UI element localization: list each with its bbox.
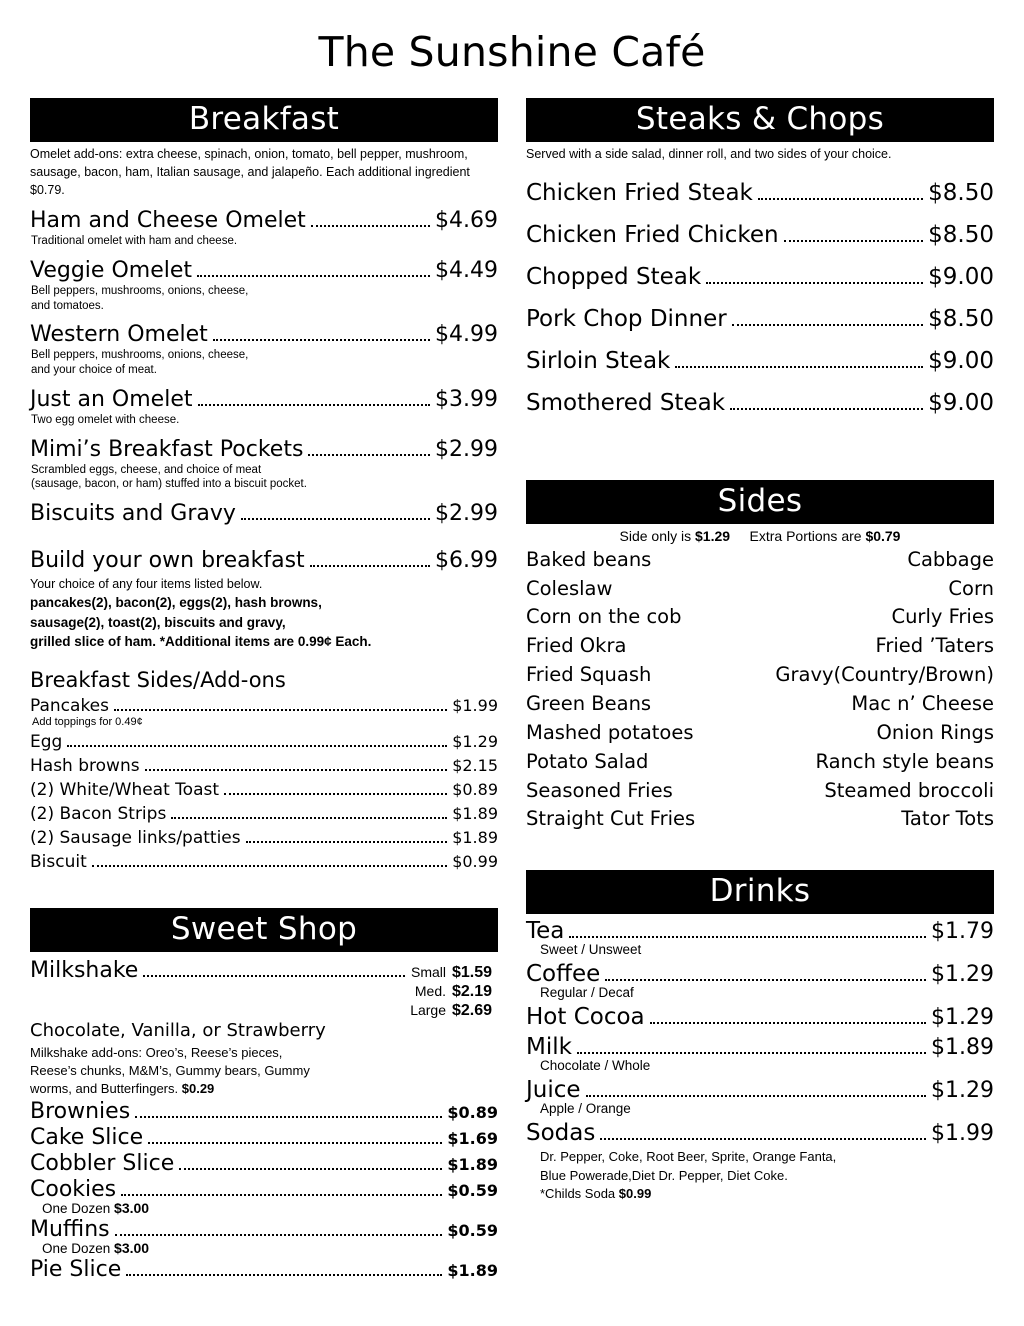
dot-leader	[179, 1168, 442, 1170]
sides-note-right-price: $0.79	[865, 527, 901, 544]
menu-item-price: $8.50	[928, 179, 994, 206]
menu-item-desc-line: Bell peppers, mushrooms, onions, cheese,	[31, 349, 249, 362]
dot-leader	[198, 404, 431, 406]
milkshake-addons-line-3	[30, 1080, 498, 1098]
menu-item-desc-line: Two egg omelet with cheese.	[31, 413, 180, 426]
section-drinks	[526, 870, 994, 1203]
milkshake-size-small	[410, 964, 498, 983]
build-line-4: grilled slice of ham. *Additional items are 0.99¢ Each.	[30, 634, 372, 650]
menu-item-desc	[31, 234, 498, 249]
menu-item-row	[30, 1099, 498, 1124]
milkshake-size-med	[410, 983, 498, 1002]
dot-leader	[114, 709, 447, 711]
menu-item-dozen-price: $3.00	[114, 1240, 150, 1257]
menu-item-row	[30, 696, 498, 716]
build-line-3: sausage(2), toast(2), biscuits and gravy,	[30, 614, 286, 630]
dot-leader	[67, 745, 447, 747]
menu-item-name: Veggie Omelet	[30, 257, 193, 283]
menu-item-name: Biscuit	[30, 851, 87, 872]
menu-item-row	[526, 918, 994, 944]
right-column	[526, 98, 994, 1210]
menu-item-name: Western Omelet	[30, 322, 208, 348]
dot-leader	[600, 1138, 926, 1140]
side-item: Curly Fries	[891, 605, 994, 629]
soda-note-line-3	[540, 1185, 994, 1203]
menu-item-row	[30, 387, 498, 412]
menu-item-row	[30, 1151, 498, 1176]
menu-item-row	[526, 180, 994, 206]
menu-item-price: $1.89	[452, 803, 498, 823]
sides-note-right: Extra Portions are	[749, 527, 866, 544]
menu-item-name: Pancakes	[30, 695, 109, 716]
section-breakfast	[30, 98, 498, 872]
menu-item-row	[526, 390, 994, 416]
menu-item-price: $3.99	[435, 386, 498, 412]
menu-item-name: Ham and Cheese Omelet	[30, 208, 306, 234]
dot-leader	[115, 1234, 443, 1236]
menu-item-desc-line: Scrambled eggs, cheese, and choice of meat	[31, 463, 262, 476]
menu-item-row	[30, 501, 498, 526]
menu-item-price: $0.89	[452, 779, 498, 799]
dot-leader	[308, 454, 430, 456]
menu-item-name: Biscuits and Gravy	[30, 501, 236, 526]
side-item: Potato Salad	[526, 749, 649, 773]
section-sweet-shop	[30, 908, 498, 1282]
sides-column-right	[765, 546, 994, 835]
milkshake-addons	[30, 1044, 498, 1098]
milkshake-flavors: Chocolate, Vanilla, or Strawberry	[30, 1020, 326, 1042]
menu-item-row	[526, 222, 994, 248]
menu-item-price: $4.49	[435, 257, 498, 283]
menu-item-row	[526, 1120, 994, 1146]
menu-item-dozen	[42, 1240, 498, 1256]
breakfast-sides-list	[30, 696, 498, 872]
dot-leader	[311, 225, 430, 227]
dot-leader	[143, 975, 405, 977]
menu-item-row	[30, 322, 498, 347]
soda-note-price: $0.99	[618, 1186, 652, 1202]
menu-item-row	[526, 306, 994, 332]
menu-item-desc-line: and tomatoes.	[31, 299, 104, 312]
dot-leader	[310, 565, 430, 567]
drink-subnote: Regular / Decaf	[540, 985, 634, 1001]
side-item: Green Beans	[526, 692, 652, 716]
menu-item-name: Smothered Steak	[526, 389, 726, 416]
milkshake-size-large-price: $2.69	[452, 1001, 493, 1019]
menu-item-row	[526, 1077, 994, 1103]
menu-item-price: $0.89	[447, 1103, 498, 1123]
side-item: Fried Okra	[526, 634, 627, 658]
left-column	[30, 98, 498, 1288]
menu-item-price: $1.99	[931, 1121, 994, 1147]
build-your-own-desc	[30, 575, 498, 652]
menu-item-price: $9.00	[928, 347, 994, 374]
side-item: Fried ’Taters	[875, 634, 994, 658]
drinks-heading: Drinks	[526, 870, 994, 914]
menu-item-price: $1.29	[931, 1078, 994, 1104]
menu-item-price: $1.29	[931, 962, 994, 988]
menu-item-row	[30, 804, 498, 824]
milkshake-addons-price: $0.29	[181, 1081, 215, 1097]
menu-item-price: $1.89	[931, 1035, 994, 1061]
breakfast-item-list	[30, 208, 498, 526]
menu-item-price: $1.69	[447, 1129, 498, 1149]
section-steaks	[526, 98, 994, 416]
dot-leader	[706, 282, 923, 284]
menu-item-name: (2) Bacon Strips	[30, 803, 167, 824]
side-item: Mac n’ Cheese	[851, 692, 994, 716]
menu-item-price: $1.29	[452, 731, 498, 751]
menu-item-name: Chicken Fried Steak	[526, 179, 753, 206]
menu-item-name: Chopped Steak	[526, 263, 702, 290]
dot-leader	[605, 979, 926, 981]
sides-column-left	[526, 546, 755, 835]
menu-item-price: $4.69	[435, 208, 498, 234]
menu-item-price: $0.59	[447, 1221, 498, 1241]
dot-leader	[246, 841, 448, 843]
menu-item-row	[526, 1034, 994, 1060]
soda-note-line-1: Dr. Pepper, Coke, Root Beer, Sprite, Orange Fanta,	[540, 1149, 837, 1165]
milkshake-size-small-label: Small	[410, 963, 446, 980]
side-item: Baked beans	[526, 547, 652, 571]
side-item: Gravy(Country/Brown)	[775, 663, 994, 687]
milkshake-block	[30, 958, 498, 1098]
menu-item-price: $2.99	[435, 436, 498, 462]
menu-item-row	[526, 348, 994, 374]
menu-item-name: Pie Slice	[30, 1257, 122, 1283]
menu-item-price: $8.50	[928, 221, 994, 248]
side-item: Tator Tots	[901, 807, 994, 831]
menu-item-name: (2) Sausage links/patties	[30, 827, 241, 848]
side-item: Coleslaw	[526, 576, 613, 600]
menu-item-row	[30, 1217, 498, 1242]
dot-leader	[197, 275, 430, 277]
dot-leader	[730, 408, 923, 410]
menu-item-row	[30, 258, 498, 283]
sides-heading: Sides	[526, 480, 994, 524]
side-item: Fried Squash	[526, 663, 652, 687]
side-item: Mashed potatoes	[526, 720, 694, 744]
side-item: Corn	[948, 576, 994, 600]
dot-leader	[675, 366, 923, 368]
side-item: Seasoned Fries	[526, 778, 673, 802]
menu-item-row	[30, 1257, 498, 1282]
menu-item-row	[30, 852, 498, 872]
menu-item-price: $1.29	[931, 1005, 994, 1031]
dot-leader	[224, 793, 447, 795]
sweet-shop-heading: Sweet Shop	[30, 908, 498, 952]
menu-item-row	[30, 732, 498, 752]
side-item: Cabbage	[907, 547, 994, 571]
dot-leader	[650, 1022, 926, 1024]
menu-item-price: $2.15	[452, 755, 498, 775]
steaks-note: Served with a side salad, dinner roll, and two sides of your choice.	[526, 147, 892, 161]
menu-item-row	[30, 208, 498, 233]
build-your-own-price: $6.99	[435, 548, 498, 573]
dot-leader	[148, 1142, 442, 1144]
menu-item-dozen-price: $3.00	[114, 1200, 150, 1217]
menu-item-row	[30, 828, 498, 848]
breakfast-note	[30, 146, 498, 199]
milkshake-addons-line-2: Reese’s chunks, M&M’s, Gummy bears, Gummy	[30, 1063, 310, 1079]
side-item: Corn on the cob	[526, 605, 682, 629]
menu-item-dozen-label: One Dozen	[42, 1241, 115, 1257]
build-your-own-row	[30, 548, 498, 573]
soda-note	[540, 1148, 994, 1203]
menu-item-name: Juice	[526, 1077, 581, 1104]
milkshake-size-large-label: Large	[410, 1001, 446, 1018]
menu-item-price: $9.00	[928, 389, 994, 416]
menu-item-desc-line: (sausage, bacon, or ham) stuffed into a biscuit pocket.	[31, 478, 307, 491]
dot-leader	[784, 240, 924, 242]
menu-item-row	[526, 961, 994, 987]
soda-note-line-2: Blue Powerade,Diet Dr. Pepper, Diet Coke.	[540, 1167, 788, 1183]
menu-item-name: Chicken Fried Chicken	[526, 221, 779, 248]
side-item: Straight Cut Fries	[526, 807, 696, 831]
side-item: Ranch style beans	[815, 749, 994, 773]
menu-item-name: Tea	[526, 918, 565, 945]
menu-item-name: (2) White/Wheat Toast	[30, 779, 220, 800]
dot-leader	[121, 1194, 442, 1196]
menu-item-dozen	[42, 1200, 498, 1216]
menu-item-price: $1.89	[447, 1261, 498, 1281]
menu-item-row	[30, 756, 498, 776]
dot-leader	[577, 1052, 926, 1054]
menu-item-price: $4.99	[435, 322, 498, 348]
milkshake-name: Milkshake	[30, 957, 139, 983]
breakfast-sides-heading: Breakfast Sides/Add-ons	[30, 667, 286, 692]
drinks-item-list	[526, 918, 994, 1146]
steaks-item-list	[526, 180, 994, 416]
drink-subnote: Sweet / Unsweet	[540, 942, 642, 958]
dot-leader	[758, 198, 923, 200]
section-sides	[526, 480, 994, 835]
milkshake-size-small-price: $1.59	[452, 963, 493, 981]
menu-item-subnote: Add toppings for 0.49¢	[32, 715, 143, 728]
sides-note-left: Side only is	[619, 527, 695, 544]
menu-item-price: $0.99	[452, 851, 498, 871]
menu-item-dozen-label: One Dozen	[42, 1201, 115, 1217]
menu-item-name: Pork Chop Dinner	[526, 305, 727, 332]
dot-leader	[145, 769, 448, 771]
menu-item-desc	[31, 284, 498, 313]
dot-leader	[732, 324, 923, 326]
build-line-1: Your choice of any four items listed below.	[30, 577, 263, 591]
sweet-shop-item-list	[30, 1099, 498, 1282]
menu-item-price: $1.99	[452, 695, 498, 715]
menu-item-name: Just an Omelet	[30, 386, 193, 412]
menu-item-row	[30, 1125, 498, 1150]
milkshake-addons-line-1: Milkshake add-ons: Oreo’s, Reese’s pieces,	[30, 1045, 283, 1061]
menu-item-price: $1.89	[447, 1155, 498, 1175]
menu-item-price: $2.99	[435, 501, 498, 526]
soda-note-line-3-text: *Childs Soda	[540, 1186, 619, 1202]
milkshake-size-med-label: Med.	[414, 982, 446, 999]
menu-item-price: $0.59	[447, 1181, 498, 1201]
dot-leader	[569, 936, 926, 938]
menu-item-name: Sodas	[526, 1120, 596, 1147]
sides-grid	[526, 546, 994, 835]
menu-item-row	[30, 1177, 498, 1202]
menu-item-name: Cake Slice	[30, 1125, 144, 1151]
menu-item-price: $8.50	[928, 305, 994, 332]
breakfast-heading: Breakfast	[30, 98, 498, 142]
dot-leader	[171, 817, 447, 819]
breakfast-note-text: Omelet add-ons: extra cheese, spinach, onion, tomato, bell pepper, mushroom, sausage, bacon, ham, Italian sausage, and jalapeño. Each additional ingredient $0.79.	[30, 147, 470, 197]
menu-item-name: Egg	[30, 731, 63, 752]
sides-note	[526, 528, 994, 544]
menu-item-name: Sirloin Steak	[526, 347, 671, 374]
milkshake-addons-line-3-text: worms, and Butterfingers.	[30, 1081, 179, 1097]
menu-item-price: $1.89	[452, 827, 498, 847]
menu-item-row	[30, 437, 498, 462]
menu-item-desc	[31, 348, 498, 377]
menu-item-desc-line: Traditional omelet with ham and cheese.	[31, 235, 238, 248]
drink-subnote: Chocolate / Whole	[540, 1058, 651, 1074]
menu-item-name: Coffee	[526, 961, 601, 988]
page-title: The Sunshine Café	[318, 28, 706, 76]
dot-leader	[241, 518, 430, 520]
menu-item-name: Cobbler Slice	[30, 1151, 175, 1177]
menu-item-price: $9.00	[928, 263, 994, 290]
build-line-2: pancakes(2), bacon(2), eggs(2), hash browns,	[30, 595, 322, 611]
milkshake-size-med-price: $2.19	[452, 982, 493, 1000]
side-item: Steamed broccoli	[824, 778, 994, 802]
dot-leader	[126, 1274, 442, 1276]
menu-item-price: $1.79	[931, 919, 994, 945]
menu-item-name: Muffins	[30, 1217, 110, 1243]
drink-subnote: Apple / Orange	[540, 1101, 631, 1117]
menu-item-name: Mimi’s Breakfast Pockets	[30, 436, 304, 462]
menu-item-name: Milk	[526, 1034, 572, 1061]
steaks-heading: Steaks & Chops	[526, 98, 994, 142]
menu-item-name: Hot Cocoa	[526, 1004, 645, 1031]
milkshake-size-large	[410, 1002, 498, 1021]
menu-item-name: Brownies	[30, 1099, 131, 1125]
build-your-own-name: Build your own breakfast	[30, 548, 305, 573]
dot-leader	[213, 339, 430, 341]
dot-leader	[92, 865, 447, 867]
menu-item-name: Hash browns	[30, 755, 140, 776]
menu-columns	[30, 98, 994, 1288]
menu-item-name: Cookies	[30, 1177, 117, 1203]
milkshake-sizes	[410, 964, 498, 1021]
menu-item-desc-line: and your choice of meat.	[31, 364, 157, 377]
menu-item-row	[30, 780, 498, 800]
sides-note-left-price: $1.29	[695, 527, 731, 544]
side-item: Onion Rings	[876, 720, 994, 744]
menu-item-desc-line: Bell peppers, mushrooms, onions, cheese,	[31, 284, 249, 297]
menu-item-row	[526, 1004, 994, 1030]
dot-leader	[586, 1095, 926, 1097]
menu-item-desc	[31, 413, 498, 428]
menu-item-row	[526, 264, 994, 290]
dot-leader	[135, 1116, 442, 1118]
menu-item-desc	[31, 463, 498, 492]
milkshake-row	[30, 958, 498, 1021]
